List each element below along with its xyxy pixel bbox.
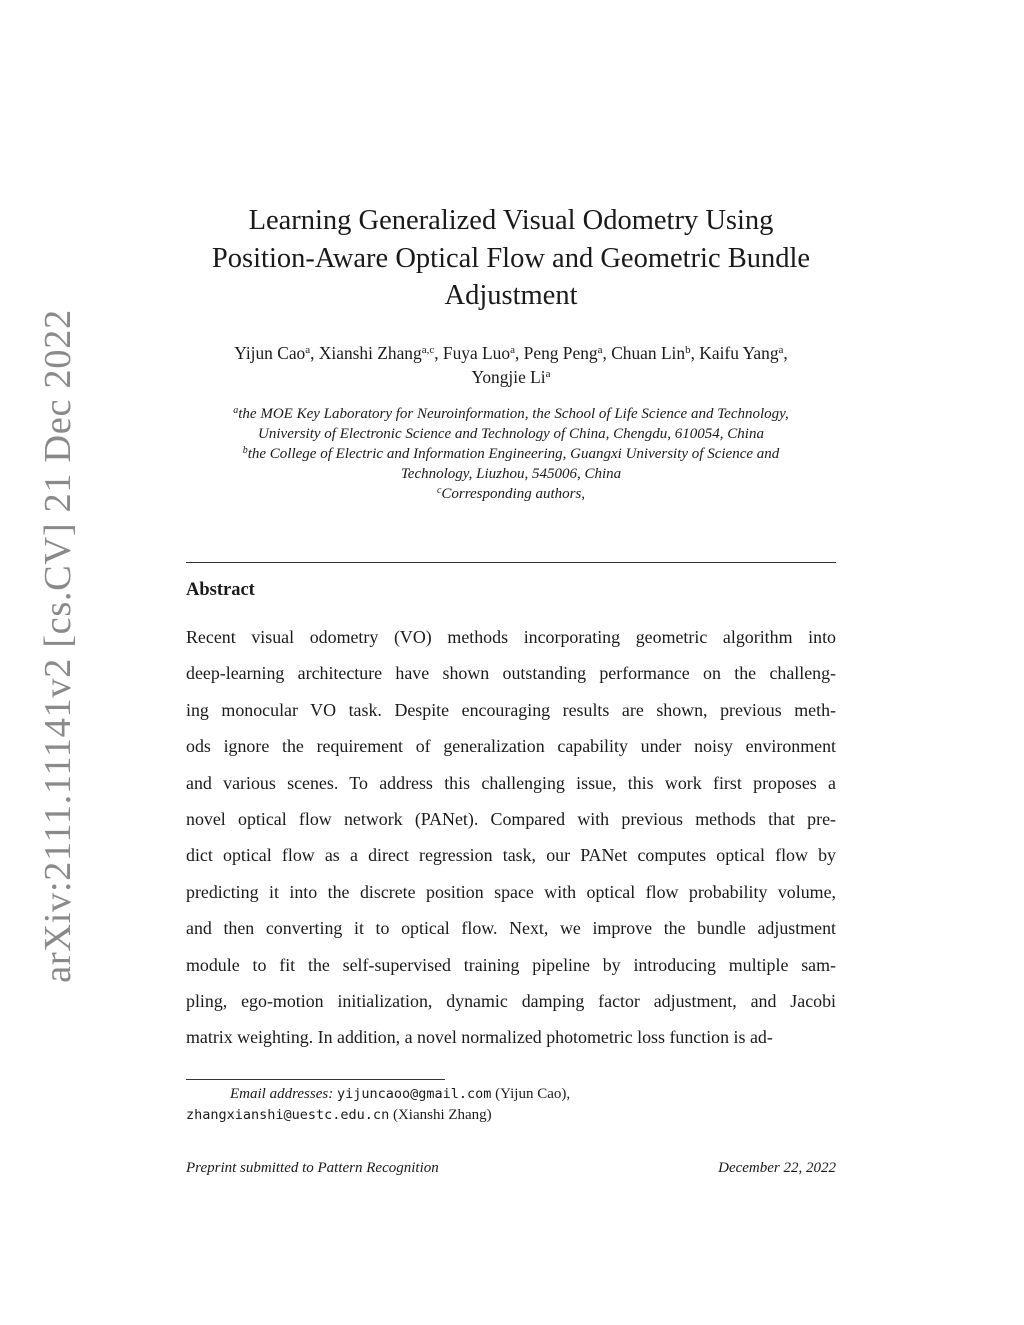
affiliations [186, 404, 836, 504]
affiliation-mark: a [233, 405, 239, 416]
affiliation-mark: a [597, 344, 603, 356]
abstract-line: ing monocular VO task. Despite encouraging results are shown, previous meth- [186, 699, 836, 720]
author-name: Chuan Lin [611, 343, 686, 363]
author-name: Xianshi Zhang [318, 343, 422, 363]
footnote-rule [186, 1079, 445, 1080]
abstract-line: deep-learning architecture have shown outstanding performance on the challeng- [186, 663, 836, 684]
author-separator: , [310, 343, 319, 363]
affiliation-line [186, 404, 836, 424]
affiliation-text: the MOE Key Laboratory for Neuroinformation, the School of Life Science and Technology, [238, 406, 789, 422]
author-list [186, 341, 836, 389]
abstract-line: ods ignore the requirement of generalization capability under noisy environment [186, 736, 836, 757]
footnote-line [186, 1084, 836, 1105]
author-name: Peng Peng [523, 343, 598, 363]
abstract-line: and various scenes. To address this challenging issue, this work first proposes a [186, 772, 836, 793]
footnote [186, 1084, 836, 1126]
arxiv-identifier: arXiv:2111.11141v2 [cs.CV] 21 Dec 2022 [37, 309, 79, 983]
abstract-line: pling, ego-motion initialization, dynamic damping factor adjustment, and Jacobi [186, 990, 836, 1011]
author-separator: , [602, 343, 612, 363]
title-line: Adjustment [444, 280, 578, 311]
email-link[interactable]: zhangxianshi@uestc.edu.cn [186, 1107, 390, 1123]
affiliation-text: Corresponding authors, [441, 486, 586, 502]
email-link[interactable]: yijuncaoo@gmail.com [336, 1086, 492, 1102]
affiliation-line [186, 484, 836, 504]
author-separator: , [434, 343, 443, 363]
preprint-date: December 22, 2022 [718, 1160, 836, 1176]
abstract-line: and then converting it to optical flow. Next, we improve the bundle adjustment [186, 918, 836, 939]
affiliation-line: University of Electronic Science and Technology of China, Chengdu, 610054, China [258, 426, 764, 442]
email-label: Email addresses: [230, 1086, 334, 1102]
affiliation-mark: b [242, 445, 248, 456]
affiliation-mark: a [305, 344, 311, 356]
author-separator: , [514, 343, 524, 363]
affiliation-line [186, 444, 836, 464]
author-name: Yongjie Li [471, 367, 546, 387]
abstract-line: Recent visual odometry (VO) methods incorporating geometric algorithm into [186, 627, 836, 647]
author-name: Yijun Cao [234, 343, 306, 363]
preprint-note: Preprint submitted to Pattern Recognition [186, 1160, 439, 1176]
abstract-heading: Abstract [186, 580, 255, 600]
affiliation-mark: b [685, 344, 691, 356]
abstract-line: matrix weighting. In addition, a novel normalized photometric loss function is ad- [186, 1027, 773, 1048]
affiliation-mark: a [778, 344, 784, 356]
author-separator: , [690, 343, 700, 363]
author-separator: , [783, 343, 788, 363]
affiliation-line: Technology, Liuzhou, 545006, China [400, 466, 622, 482]
author-name: Kaifu Yang [699, 343, 779, 363]
abstract-line: predicting it into the discrete position space with optical flow probability volume, [186, 881, 836, 902]
abstract-line: module to fit the self-supervised training pipeline by introducing multiple sam- [186, 954, 836, 975]
affiliation-text: the College of Electric and Information Engineering, Guangxi University of Science and [247, 446, 780, 462]
affiliation-mark: a [510, 344, 515, 356]
affiliation-mark: a,c [421, 344, 435, 356]
author-name: Fuya Luo [442, 343, 511, 363]
email-owner: (Yijun Cao), [495, 1086, 571, 1102]
abstract-body [186, 619, 836, 1056]
abstract-line: dict optical flow as a direct regression task, our PANet computes optical flow by [186, 845, 836, 866]
abstract-top-rule [186, 562, 836, 563]
affiliation-mark: c [436, 485, 442, 496]
title-line: Learning Generalized Visual Odometry Using [248, 205, 774, 236]
email-owner: (Xianshi Zhang) [392, 1107, 492, 1123]
abstract-line: novel optical flow network (PANet). Compared with previous methods that pre- [186, 808, 836, 829]
footnote-line [186, 1105, 836, 1126]
affiliation-mark: a [545, 368, 551, 380]
paper-title [186, 202, 836, 315]
title-line: Position-Aware Optical Flow and Geometric Bundle [211, 242, 811, 274]
